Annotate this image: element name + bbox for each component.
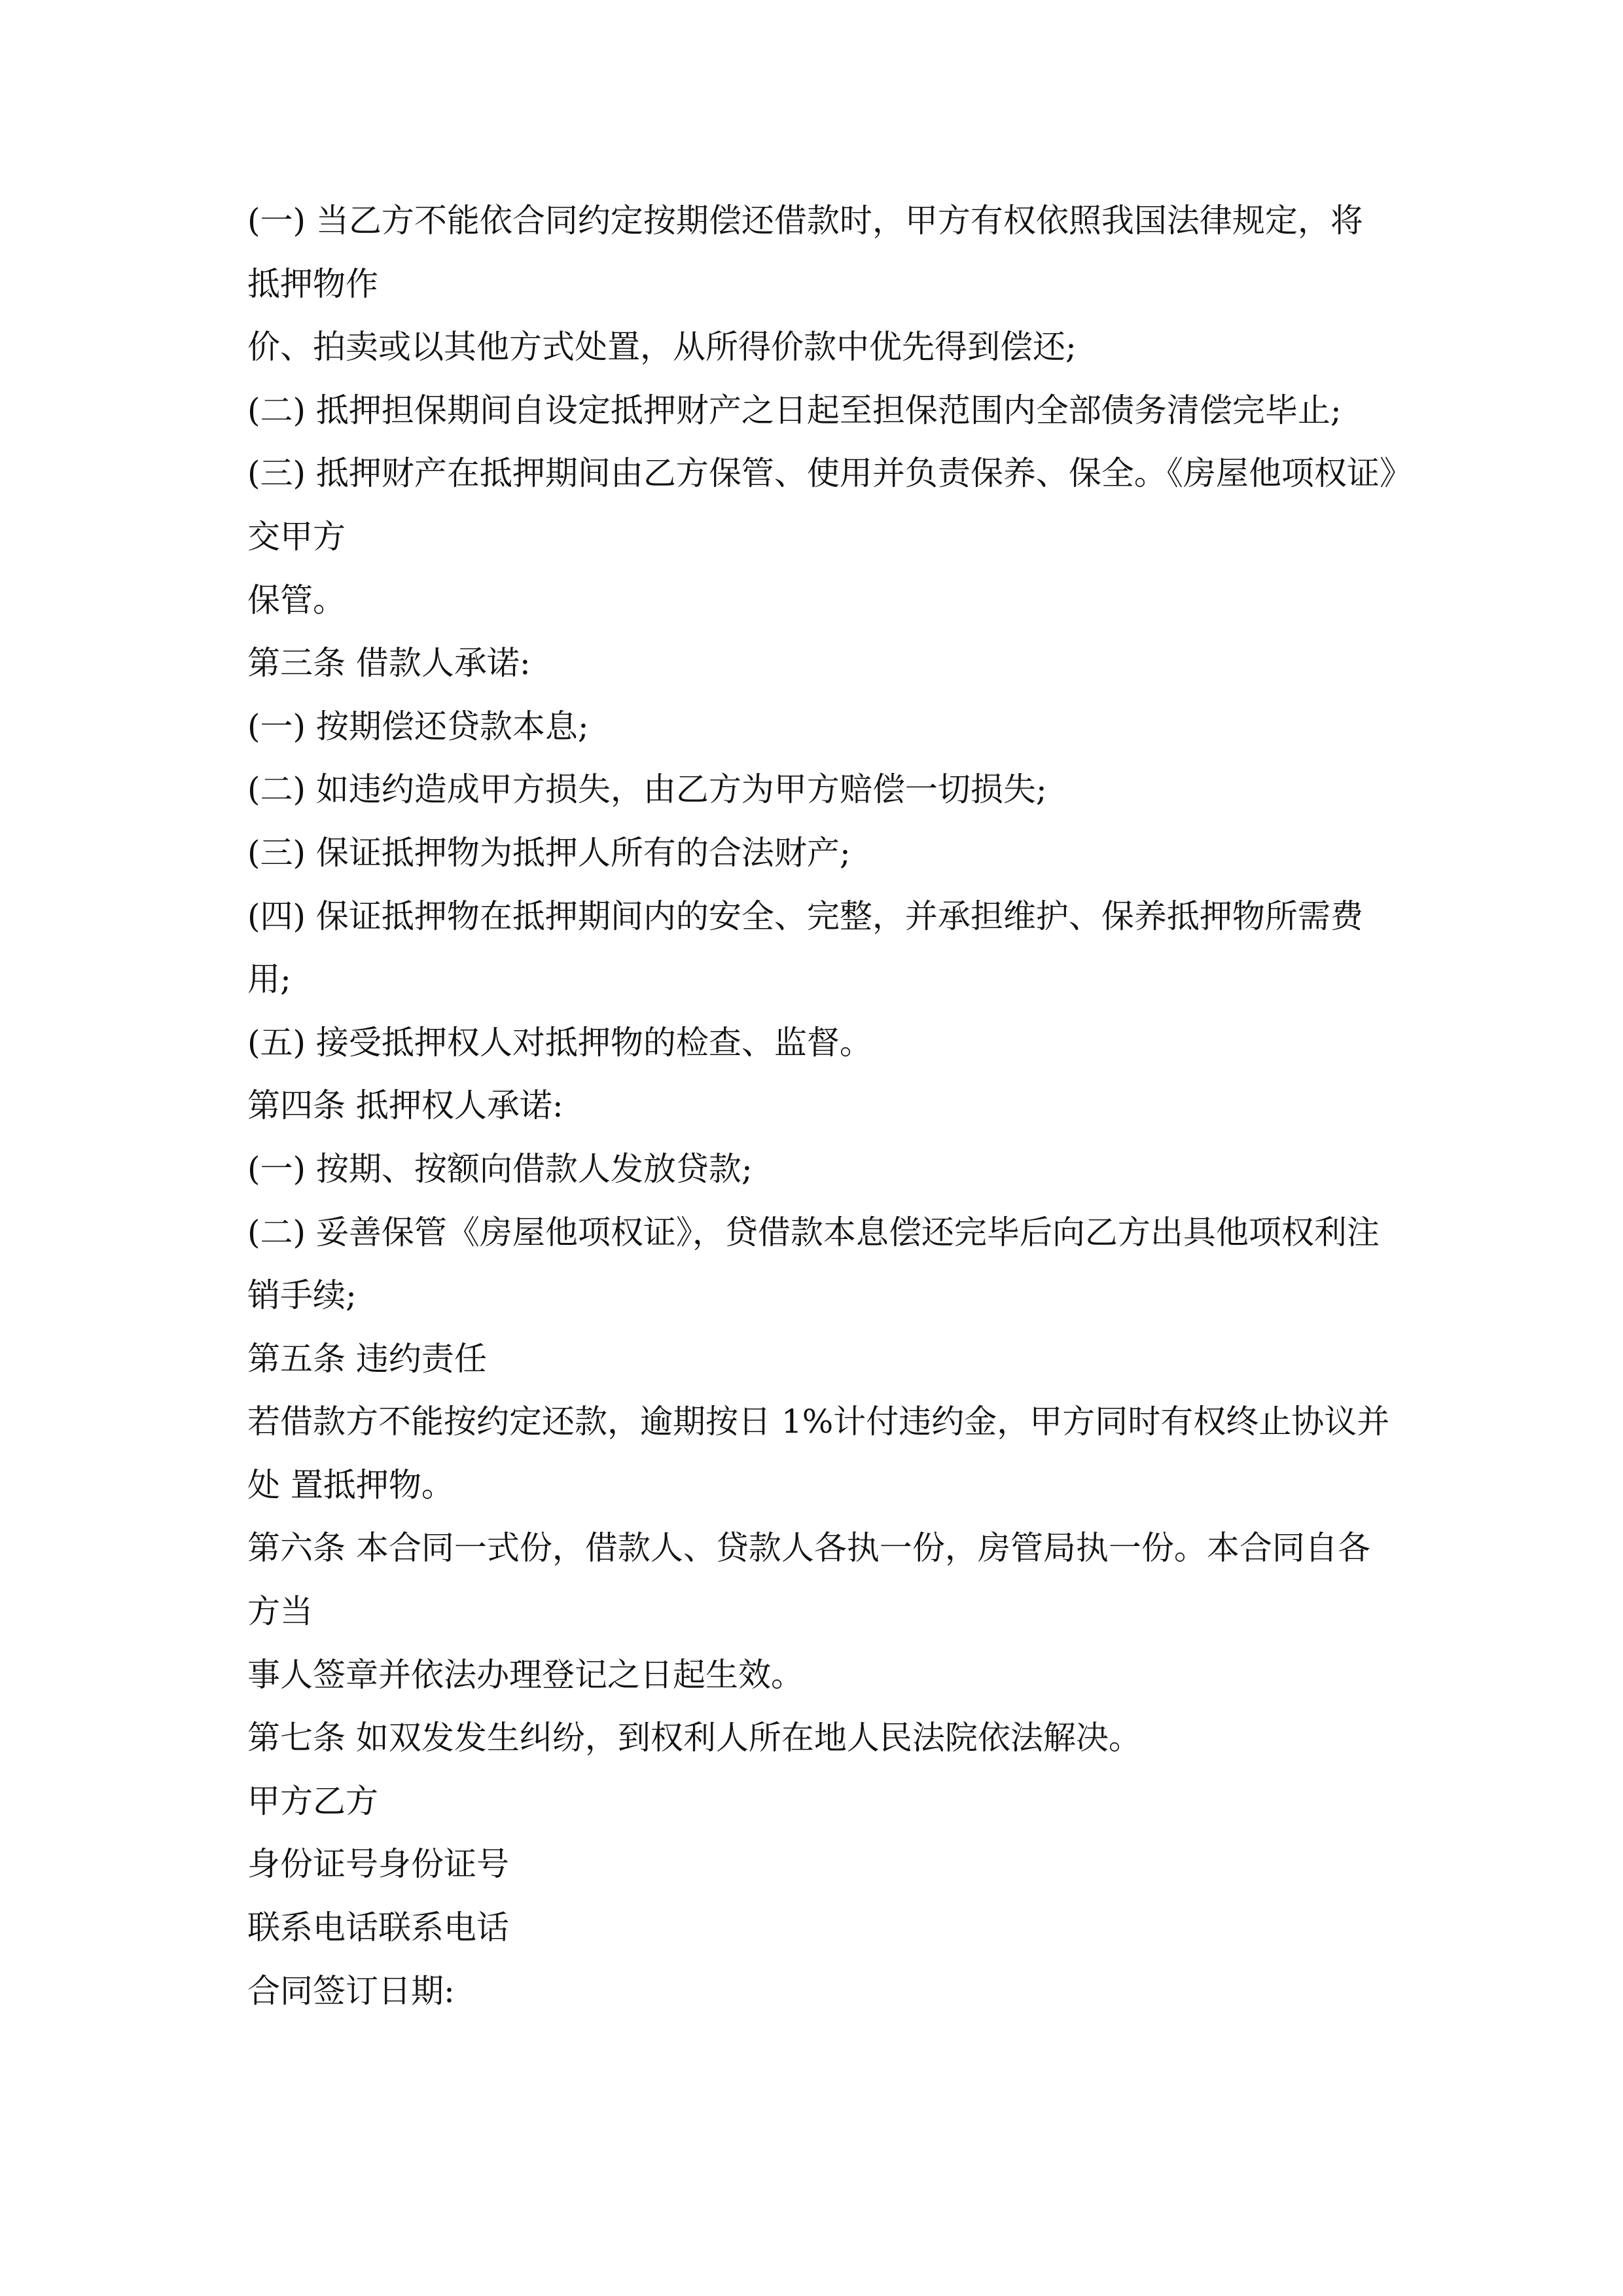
signature-id-line: 身份证号身份证号 <box>247 1845 509 1884</box>
section-heading: 第六条 本合同一式份，借款人、贷款人各执一份，房管局执一份。本合同自各 <box>247 1529 1370 1568</box>
text-line: (一) 当乙方不能依合同约定按期偿还借款时，甲方有权依照我国法律规定，将 <box>247 202 1363 240</box>
text-line: (一) 按期偿还贷款本息; <box>247 707 589 745</box>
section-heading: 第七条 如双发发生纠纷，到权利人所在地人民法院依法解决。 <box>247 1719 1141 1757</box>
text-line: (四) 保证抵押物在抵押期间内的安全、完整，并承担维护、保养抵押物所需费 <box>247 897 1363 935</box>
text-line: 若借款方不能按约定还款，逾期按日 1%计付违约金，甲方同时有权终止协议并 <box>247 1403 1390 1441</box>
text-line: 事人签章并依法办理登记之日起生效。 <box>247 1655 804 1694</box>
text-line: 价、拍卖或以其他方式处置，从所得价款中优先得到偿还; <box>247 328 1077 367</box>
text-line: 交甲方 <box>247 517 346 556</box>
text-line: 用; <box>247 960 291 999</box>
text-line: 保管。 <box>247 581 346 619</box>
text-line: (五) 接受抵押权人对抵押物的检查、监督。 <box>247 1023 872 1062</box>
section-heading: 第五条 违约责任 <box>247 1339 487 1378</box>
section-heading: 第三条 借款人承诺: <box>247 644 531 683</box>
text-line: (二) 如违约造成甲方损失，由乙方为甲方赔偿一切损失; <box>247 770 1047 809</box>
text-line: (二) 抵押担保期间自设定抵押财产之日起至担保范围内全部债务清偿完毕止; <box>247 391 1342 429</box>
section-heading: 第四条 抵押权人承诺: <box>247 1086 563 1125</box>
text-line: (三) 抵押财产在抵押期间由乙方保管、使用并负责保养、保全。《房屋他项权证》 <box>247 454 1412 493</box>
text-line: 销手续; <box>247 1276 357 1315</box>
document-body <box>247 202 1412 2037</box>
signature-date-line: 合同签订日期: <box>247 1971 455 2010</box>
text-line: (二) 妥善保管《房屋他项权证》，贷借款本息偿还完毕后向乙方出具他项权利注 <box>247 1213 1380 1251</box>
text-line: 抵押物作 <box>247 264 378 303</box>
text-line: (三) 保证抵押物为抵押人所有的合法财产; <box>247 833 851 872</box>
signature-phone-line: 联系电话联系电话 <box>247 1909 509 1947</box>
text-line: (一) 按期、按额向借款人发放贷款; <box>247 1149 753 1188</box>
text-line: 处 置抵押物。 <box>247 1465 454 1504</box>
text-line: 方当 <box>247 1592 313 1631</box>
signature-party-line: 甲方乙方 <box>247 1782 378 1820</box>
